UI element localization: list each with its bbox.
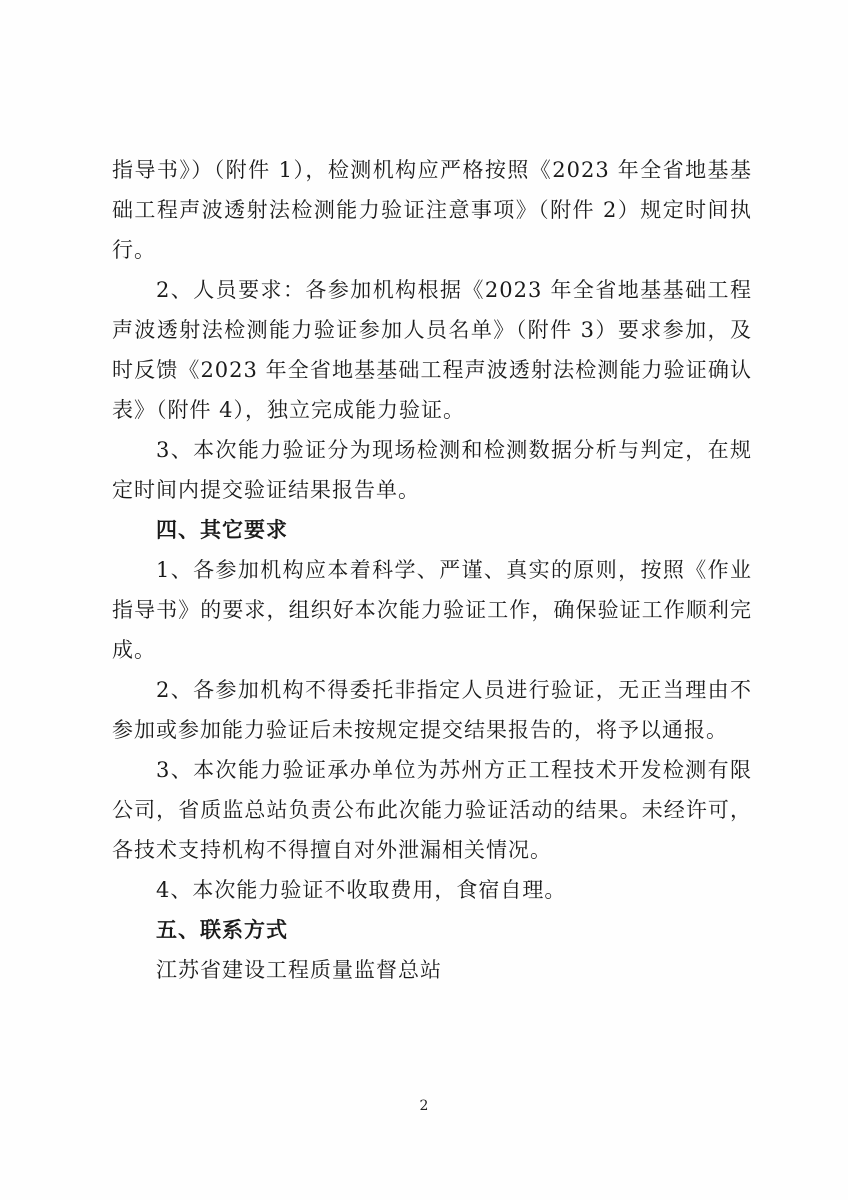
- paragraph: 指导书》）（附件 1），检测机构应严格按照《2023 年全省地基基础工程声波透射法检测能力验证注意事项》（附件 2）规定时间执行。: [112, 158, 752, 262]
- page-number: 2: [419, 1098, 429, 1114]
- paragraph: 3、本次能力验证分为现场检测和检测数据分析与判定，在规定时间内提交验证结果报告单。: [112, 438, 752, 502]
- section-heading: 五、联系方式: [156, 918, 288, 942]
- paragraph: 2、人员要求：各参加机构根据《2023 年全省地基基础工程声波透射法检测能力验证参加人员名单》（附件 3）要求参加，及时反馈《2023 年全省地基基础工程声波透射法检测能力验证确认表》（附件 4），独立完成能力验证。: [112, 278, 752, 422]
- paragraph: 3、本次能力验证承办单位为苏州方正工程技术开发检测有限公司，省质监总站负责公布此次能力验证活动的结果。未经许可，各技术支持机构不得擅自对外泄漏相关情况。: [112, 758, 752, 862]
- section-heading: 四、其它要求: [156, 518, 288, 542]
- document-body: [112, 150, 752, 990]
- paragraph: 4、本次能力验证不收取费用，食宿自理。: [156, 878, 567, 902]
- paragraph: 江苏省建设工程质量监督总站: [156, 958, 442, 982]
- paragraph: 1、各参加机构应本着科学、严谨、真实的原则，按照《作业指导书》的要求，组织好本次能力验证工作，确保验证工作顺利完成。: [112, 558, 752, 662]
- paragraph: 2、各参加机构不得委托非指定人员进行验证，无正当理由不参加或参加能力验证后未按规定提交结果报告的，将予以通报。: [112, 678, 752, 742]
